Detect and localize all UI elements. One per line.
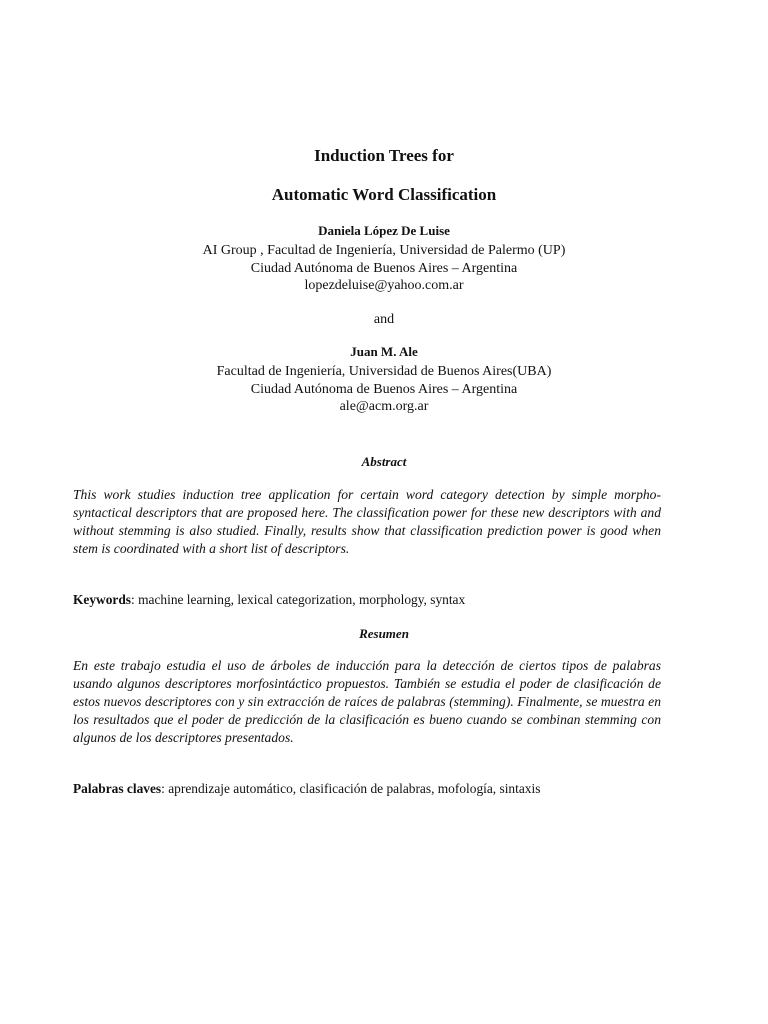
keywords-line (73, 592, 673, 608)
keywords-text: : machine learning, lexical categorization, morphology, syntax (131, 592, 466, 607)
palabras-claves-line (73, 781, 673, 797)
author-2-email: ale@acm.org.ar (339, 399, 429, 414)
abstract-heading: Abstract (361, 454, 407, 469)
author-2-location: Ciudad Autónoma de Buenos Aires – Argentina (250, 382, 518, 397)
keywords-label: Keywords (73, 592, 132, 607)
author-1-name: Daniela López De Luise (318, 223, 450, 238)
author-1-email: lopezdeluise@yahoo.com.ar (304, 278, 464, 293)
palabras-claves-label: Palabras claves (73, 781, 162, 796)
author-2-name: Juan M. Ale (350, 344, 418, 359)
resumen-heading: Resumen (359, 626, 409, 641)
author-1-affiliation: AI Group , Facultad de Ingeniería, Universidad de Palermo (UP) (202, 243, 566, 258)
abstract-text: This work studies induction tree application for certain word category detection by simple morpho-syntactical descriptors that are proposed here. The classification power for these new descriptors with and without stemming is also studied. Finally, results show that classification prediction power is good when stem is coordinated with a short list of descriptors. (73, 487, 661, 556)
resumen-text: En este trabajo estudia el uso de árboles de inducción para la detección de ciertos tipos de palabras usando algunos descriptores morfosintáctico propuestos. También se estudia el poder de clasificación de estos nuevos descriptores con y sin extracción de raíces de palabras (stemming). Finalmente, se muestra en los resultados que el poder de predicción de la clasificación es bueno cuando se combinan stemming con algunos de los descriptores presentados. (73, 658, 661, 745)
authors-conjunction: and (373, 312, 395, 327)
paper-title-line-1: Induction Trees for (314, 146, 454, 165)
author-1-location: Ciudad Autónoma de Buenos Aires – Argentina (250, 261, 518, 276)
palabras-claves-text: : aprendizaje automático, clasificación de palabras, mofología, sintaxis (161, 781, 541, 796)
paper-title-line-2: Automatic Word Classification (271, 185, 497, 204)
author-2-affiliation: Facultad de Ingeniería, Universidad de Buenos Aires(UBA) (216, 364, 552, 379)
